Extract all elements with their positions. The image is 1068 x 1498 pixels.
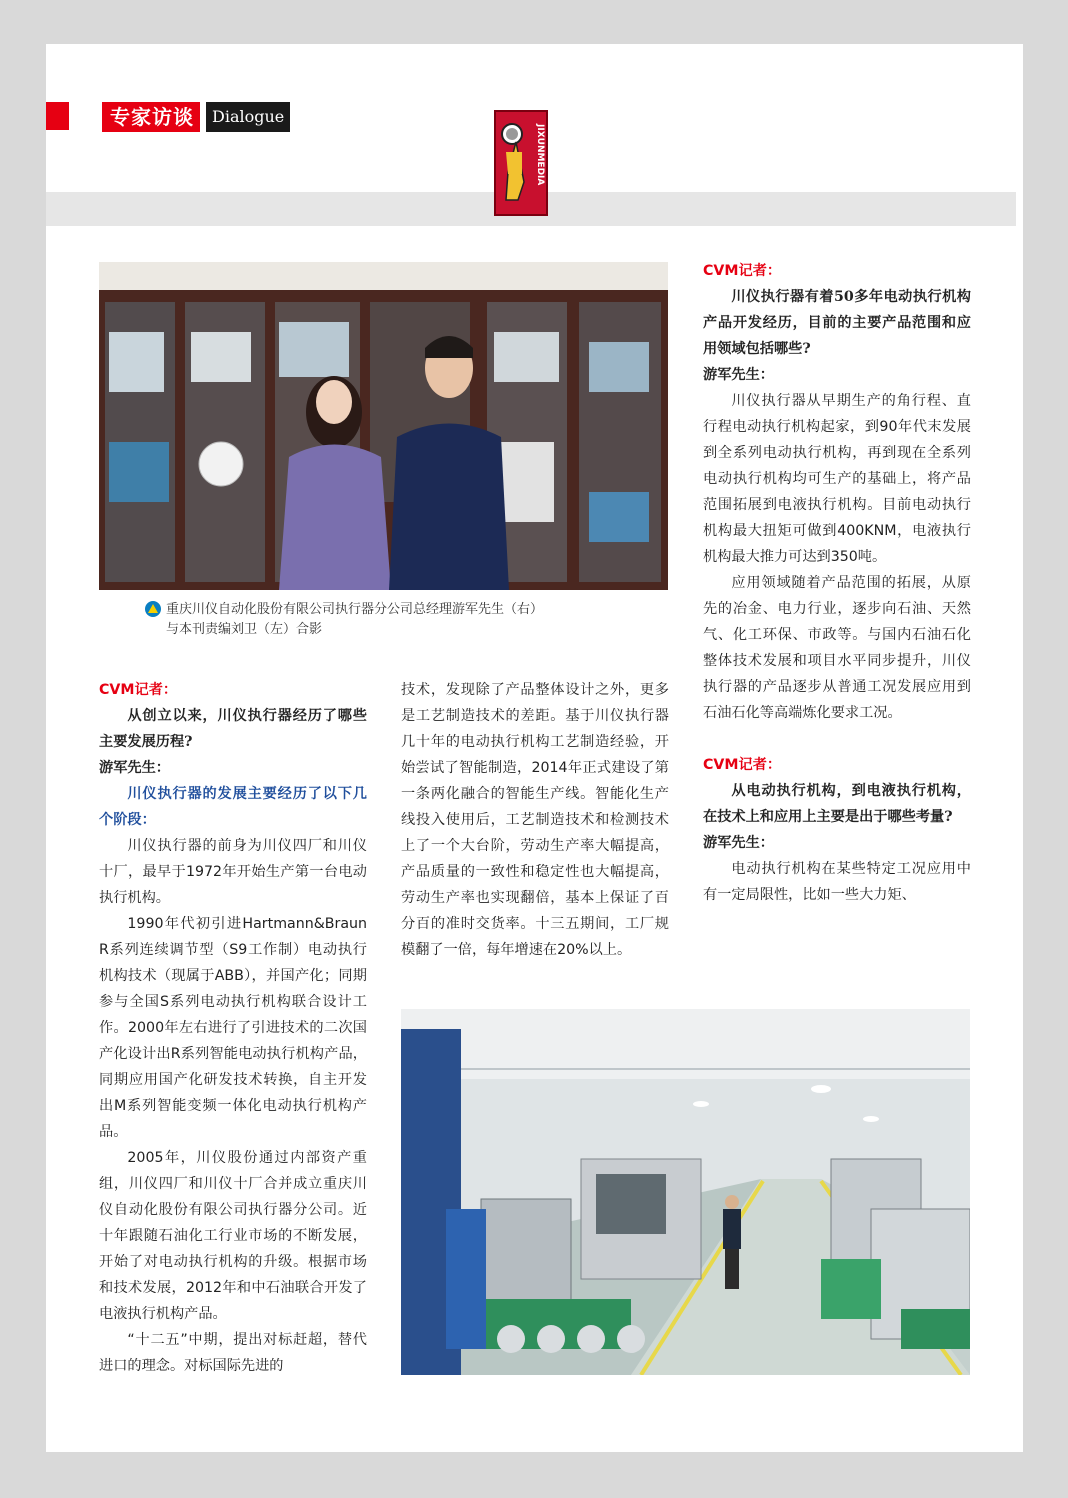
photo-caption (166, 600, 646, 640)
speaker-answer: 游军先生： (703, 367, 774, 383)
speaker-cvm: CVM记者： (703, 263, 782, 279)
paragraph: “十二五”中期，提出对标赶超，替代进口的理念。对标国际先进的 (99, 1332, 367, 1374)
paragraph: 应用领域随着产品范围的拓展，从原先的冶金、电力行业，逐步向石油、天然气、化工环保、市政等。与国内石油石化整体技术发展和项目水平同步提升，川仪执行器的产品逐步从普通工况发展应用到石油石化等高端炼化要求工况。 (703, 575, 971, 721)
microphone-icon (496, 112, 546, 214)
speaker-cvm: CVM记者： (99, 682, 178, 698)
caption-line-1: 重庆川仪自动化股份有限公司执行器分公司总经理游军先生（右） (166, 602, 544, 617)
speaker-answer: 游军先生： (703, 835, 774, 851)
paragraph: 电动执行机构在某些特定工况应用中有一定局限性，比如一些大力矩、 (703, 861, 971, 903)
speaker-answer: 游军先生： (99, 760, 170, 776)
question: 川仪执行器有着50多年电动执行机构产品开发经历，目前的主要产品范围和应用领域包括哪些? (703, 289, 971, 357)
right-column (703, 258, 971, 908)
paragraph: 技术，发现除了产品整体设计之外，更多是工艺制造技术的差距。基于川仪执行器几十年的电动执行机构工艺制造经验，开始尝试了智能制造，2014年正式建设了第一条两化融合的智能生产线。智能化生产线投入使用后，工艺制造技术和检测技术上了一个大台阶，劳动生产率大幅提高，产品质量的一致性和稳定性也大幅提高，劳动生产率也实现翻倍，基本上保证了百分百的准时交货率。十三五期间，工厂规模翻了一倍，每年增速在20%以上。 (401, 682, 669, 958)
section-title-cn: 专家访谈 (102, 102, 200, 132)
paragraph: 川仪执行器从早期生产的角行程、直行程电动执行机构起家，到90年代末发展到全系列电动执行机构，再到现在全系列电动执行机构均可生产的基础上，将产品范围拓展到电液执行机构。目前电动执行机构最大扭矩可做到400KNM，电液执行机构最大推力可达到350吨。 (703, 393, 971, 565)
paragraph: 川仪执行器的前身为川仪四厂和川仪十厂，最早于1972年开始生产第一台电动执行机构。 (99, 838, 367, 906)
highlight-lead: 川仪执行器的发展主要经历了以下几个阶段： (99, 786, 367, 828)
triangle-bullet-icon (144, 600, 162, 625)
logo-text: JIXUNMEDIA (535, 124, 545, 186)
jixunmedia-logo (494, 110, 548, 216)
header-red-bar (46, 102, 69, 130)
speaker-cvm: CVM记者： (703, 757, 782, 773)
interview-photo (99, 262, 668, 590)
middle-column (401, 677, 669, 963)
paragraph: 2005年，川仪股份通过内部资产重组，川仪四厂和川仪十厂合并成立重庆川仪自动化股份有限公司执行器分公司。近十年跟随石油化工行业市场的不断发展，开始了对电动执行机构的升级。根据市场和技术发展，2012年和中石油联合开发了电液执行机构产品。 (99, 1150, 367, 1322)
question: 从电动执行机构，到电液执行机构，在技术上和应用上主要是出于哪些考量? (703, 783, 971, 825)
left-column (99, 677, 367, 1379)
factory-photo (401, 1009, 970, 1375)
question: 从创立以来，川仪执行器经历了哪些主要发展历程? (99, 708, 367, 750)
section-title-en: Dialogue (206, 102, 290, 132)
caption-line-2: 与本刊责编刘卫（左）合影 (166, 622, 323, 637)
paragraph: 1990年代初引进Hartmann&Braun R系列连续调节型（S9工作制）电动执行机构技术（现属于ABB），并国产化；同期参与全国S系列电动执行机构联合设计工作。2000年左右进行了引进技术的二次国产化设计出R系列智能电动执行机构产品，同期应用国产化研发技术转换，自主开发出M系列智能变频一体化电动执行机构产品。 (99, 916, 367, 1140)
